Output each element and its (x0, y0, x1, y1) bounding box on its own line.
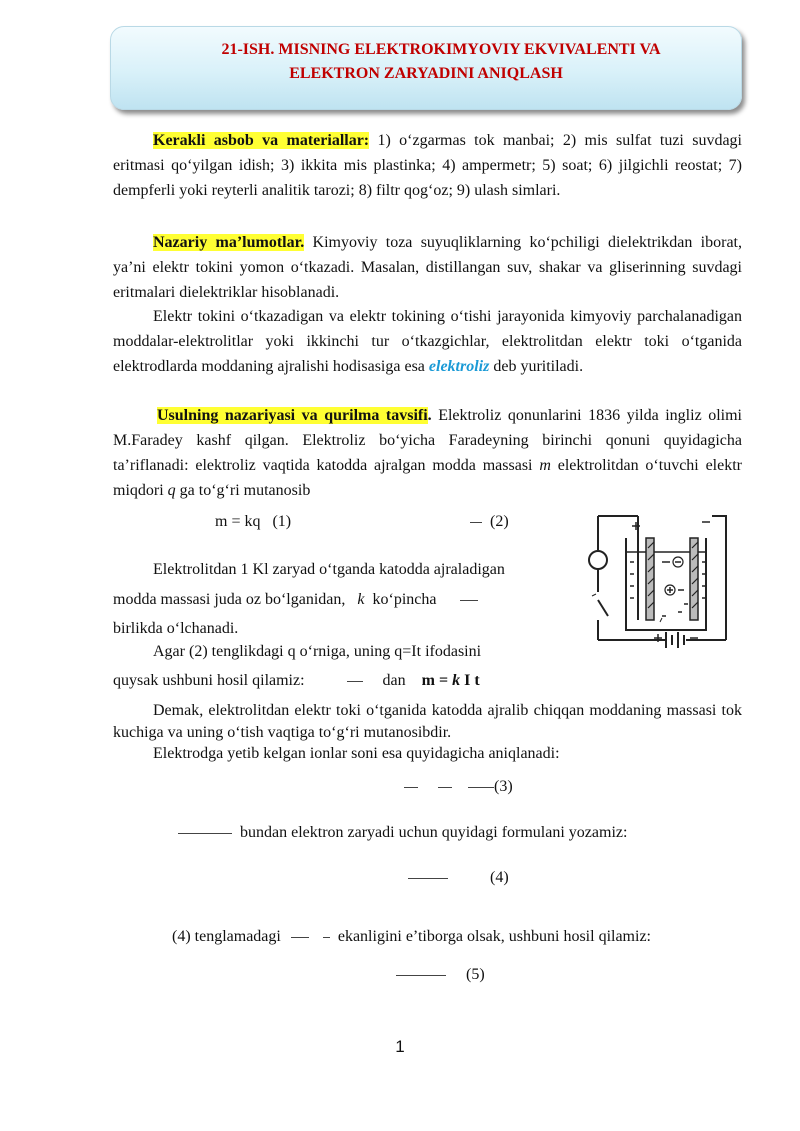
para-k-placeholder (460, 600, 478, 601)
page-number: 1 (395, 1037, 405, 1056)
electrolytes-text-before: Elektr tokini o‘tkazadigan va elektr tokining o‘tishi jarayonida kimyoviy parchalanadigan moddalar-elektrolitlar yoki ikkinchi tur o‘tkazgichlar, elektrolitdan elektr toki o‘tganida elektrodlarda moddaning ajralishi hodisasiga esa (113, 308, 742, 375)
formula-4 (408, 869, 509, 887)
para-k-line-2 (113, 591, 478, 609)
title-banner (110, 26, 742, 110)
method-label: Usulning nazariyasi va qurilma tavsifi (157, 407, 428, 424)
eq4-sentence (172, 928, 651, 946)
formula-1-expr: m = kq (215, 513, 261, 530)
formula-3 (404, 778, 513, 796)
formula-3-part-2 (438, 787, 452, 788)
k-symbol: k (357, 591, 365, 608)
ions-sentence: Elektrodga yetib kelgan ionlar soni esa quyidagicha aniqlanadi: (153, 745, 560, 762)
method-text-c: ga to‘g‘ri mutanosib (175, 482, 311, 499)
formula-m-k: k (452, 672, 461, 689)
electron-sentence (178, 824, 627, 842)
para-k-line-2a: modda massasi juda oz bo‘lganidan, (113, 591, 346, 608)
method-label-dot: . (427, 407, 432, 424)
electrolytes-paragraph (113, 304, 742, 379)
method-text-b: elektrolitdan o‘tuvchi elektr miqdori (113, 457, 743, 499)
para-k-line-3: birlikda o‘lchanadi. (113, 620, 239, 637)
theory-label: Nazariy ma’lumotlar. (153, 234, 305, 251)
mass-symbol: m (539, 457, 551, 474)
theory-text: Kimyoviy toza suyuqliklarning ko‘pchiligi dielektrikdan iborat, ya’ni elektr tokini yomon o‘tkazadi. Masalan, distillangan suv, shakar va gliserinning suvdagi eritmalari dielektriklar hisoblanadi. (113, 234, 743, 301)
eq4-post: ekanligini e’tiborga olsak, ushbuni hosil qilamiz: (337, 928, 651, 945)
electrolysis-apparatus-figure (578, 508, 748, 656)
charge-symbol: q (167, 482, 176, 499)
formula-2-number: (2) (490, 513, 509, 530)
formula-5 (396, 966, 485, 984)
title-line-2: ELEKTRON ZARYADINI ANIQLASH (289, 65, 563, 82)
theory-paragraph (113, 230, 742, 305)
formula-2-placeholder (470, 522, 482, 523)
formula-3-number: (3) (494, 778, 513, 795)
para-q-placeholder (347, 681, 363, 682)
electrolysis-term: elektroliz (428, 358, 490, 375)
formula-3-part-1 (404, 787, 418, 788)
electron-text: bundan elektron zaryadi uchun quyidagi formulani yozamiz: (240, 824, 628, 841)
method-paragraph (113, 403, 742, 503)
formula-m-it: I t (460, 672, 480, 689)
para-q-line-2a: quysak ushbuni hosil qilamiz: (113, 672, 305, 689)
electron-placeholder (178, 833, 232, 834)
para-q-line-2 (113, 672, 480, 690)
eq4-pre: (4) tenglamadagi (172, 928, 281, 945)
eq4-placeholder-2 (323, 937, 330, 938)
materials-label: Kerakli asbob va materiallar: (153, 132, 370, 149)
title-line-1: 21-ISH. MISNING ELEKTROKIMYOVIY EKVIVALENTI VA (221, 41, 661, 58)
electrolytes-text-after: deb yuritiladi. (489, 358, 584, 375)
para-k-line-1: Elektrolitdan 1 Kl zaryad o‘tganda katodda ajraladigan (153, 561, 505, 578)
method-text-a: Elektroliz qonunlarini 1836 yilda ingliz olimi M.Faradey kashf qilgan. Elektroliz bo‘yicha Faradeyning birinchi qonuni quyidagicha ta’riflanadi: elektroliz vaqtida katodda ajralgan modda massasi (113, 407, 743, 474)
conclusion-paragraph: Demak, elektrolitdan elektr toki o‘tganida katodda ajralib chiqqan moddaning massasi tok kuchiga va uning o‘tish vaqtiga to‘g‘ri mutanosibdir. (113, 702, 742, 741)
materials-paragraph (113, 128, 742, 203)
eq4-placeholder-1 (291, 937, 309, 938)
formula-4-number: (4) (490, 869, 509, 886)
para-k-line-2b: ko‘pincha (372, 591, 437, 608)
materials-text: 1) o‘zgarmas tok manbai; 2) mis sulfat tuzi suvdagi eritmasi qo‘yilgan idish; 3) ikkita mis plastinka; 4) ampermetr; 5) soat; 6) jilgichli reostat; 7) dempferli yoki reyterli analitik tarozi; 8) filtr qog‘oz; 9) ulash simlari. (113, 132, 742, 199)
formula-2 (470, 513, 509, 531)
para-q-dan: dan (382, 672, 406, 689)
formula-m-lhs: m = (421, 672, 453, 689)
formula-1-number: (1) (272, 513, 292, 530)
formula-1 (215, 513, 291, 531)
formula-4-placeholder (408, 878, 448, 879)
formula-5-placeholder (396, 975, 446, 976)
formula-3-part-3 (468, 787, 494, 788)
formula-5-number: (5) (466, 966, 485, 983)
para-q-line-1: Agar (2) tenglikdagi q o‘rniga, uning q=It ifodasini (153, 643, 482, 660)
